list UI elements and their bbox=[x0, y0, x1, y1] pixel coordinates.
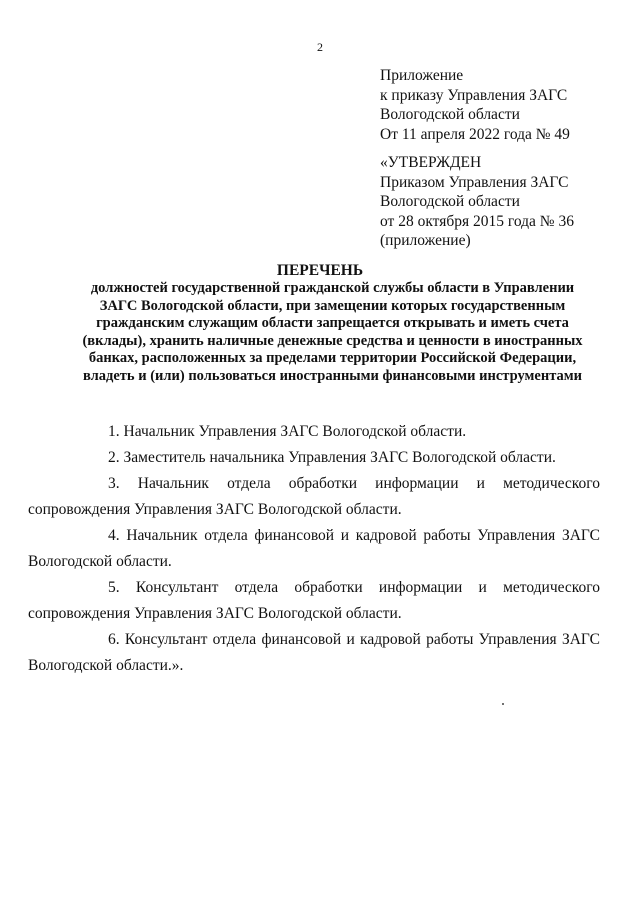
list-item bbox=[28, 575, 600, 627]
approved-line: «УТВЕРЖДЕН bbox=[380, 154, 482, 171]
list-item-text-continued: сопровождения Управления ЗАГС Вологодской области. bbox=[28, 605, 402, 622]
list-item-text: 3. Начальник отдела обработки информации и методического bbox=[108, 475, 600, 492]
approved-line: Приказом Управления ЗАГС bbox=[380, 173, 569, 191]
document-subtitle bbox=[60, 280, 605, 385]
appendix-line: Приложение bbox=[380, 67, 464, 84]
list-item-text: 6. Консультант отдела финансовой и кадровой работы Управления ЗАГС bbox=[108, 631, 600, 648]
list-item-text-continued: Вологодской области. bbox=[28, 553, 172, 570]
list-item-text: 5. Консультант отдела обработки информации и методического bbox=[108, 579, 600, 596]
list-item-text-continued: Вологодской области.». bbox=[28, 657, 184, 674]
subtitle-line: банках, расположенных за пределами территории Российской Федерации, bbox=[88, 350, 577, 366]
appendix-line: Вологодской области bbox=[380, 106, 520, 123]
subtitle-line: гражданским служащим области запрещается открывать и иметь счета bbox=[96, 315, 569, 331]
list-item bbox=[28, 523, 600, 575]
list-item bbox=[28, 627, 600, 679]
subtitle-line: должностей государственной гражданской службы области в Управлении bbox=[90, 280, 575, 296]
subtitle-line: владеть и (или) пользоваться иностранными финансовыми инструментами bbox=[83, 367, 582, 384]
scan-speck bbox=[502, 703, 504, 705]
list-item-text-continued: сопровождения Управления ЗАГС Вологодской области. bbox=[28, 501, 402, 518]
list-item-text: 4. Начальник отдела финансовой и кадровой работы Управления ЗАГС bbox=[108, 527, 600, 544]
list-item bbox=[68, 419, 600, 445]
positions-list bbox=[28, 419, 600, 679]
subtitle-line: ЗАГС Вологодской области, при замещении которых государственным bbox=[99, 297, 566, 314]
approved-block bbox=[380, 153, 574, 251]
subtitle-line: (вклады), хранить наличные денежные средства и ценности в иностранных bbox=[82, 332, 583, 349]
appendix-block bbox=[380, 66, 570, 144]
appendix-line: От 11 апреля 2022 года № 49 bbox=[380, 125, 570, 143]
approved-line: (приложение) bbox=[380, 232, 471, 249]
approved-line: Вологодской области bbox=[380, 193, 520, 210]
list-item bbox=[28, 471, 600, 523]
list-item-text: 2. Заместитель начальника Управления ЗАГС Вологодской области. bbox=[108, 449, 556, 466]
page-number: 2 bbox=[317, 40, 323, 54]
list-item bbox=[68, 445, 600, 471]
appendix-line: к приказу Управления ЗАГС bbox=[380, 86, 568, 104]
document-title: ПЕРЕЧЕНЬ bbox=[276, 262, 364, 279]
list-item-text: 1. Начальник Управления ЗАГС Вологодской области. bbox=[108, 423, 467, 440]
approved-line: от 28 октября 2015 года № 36 bbox=[380, 212, 574, 230]
